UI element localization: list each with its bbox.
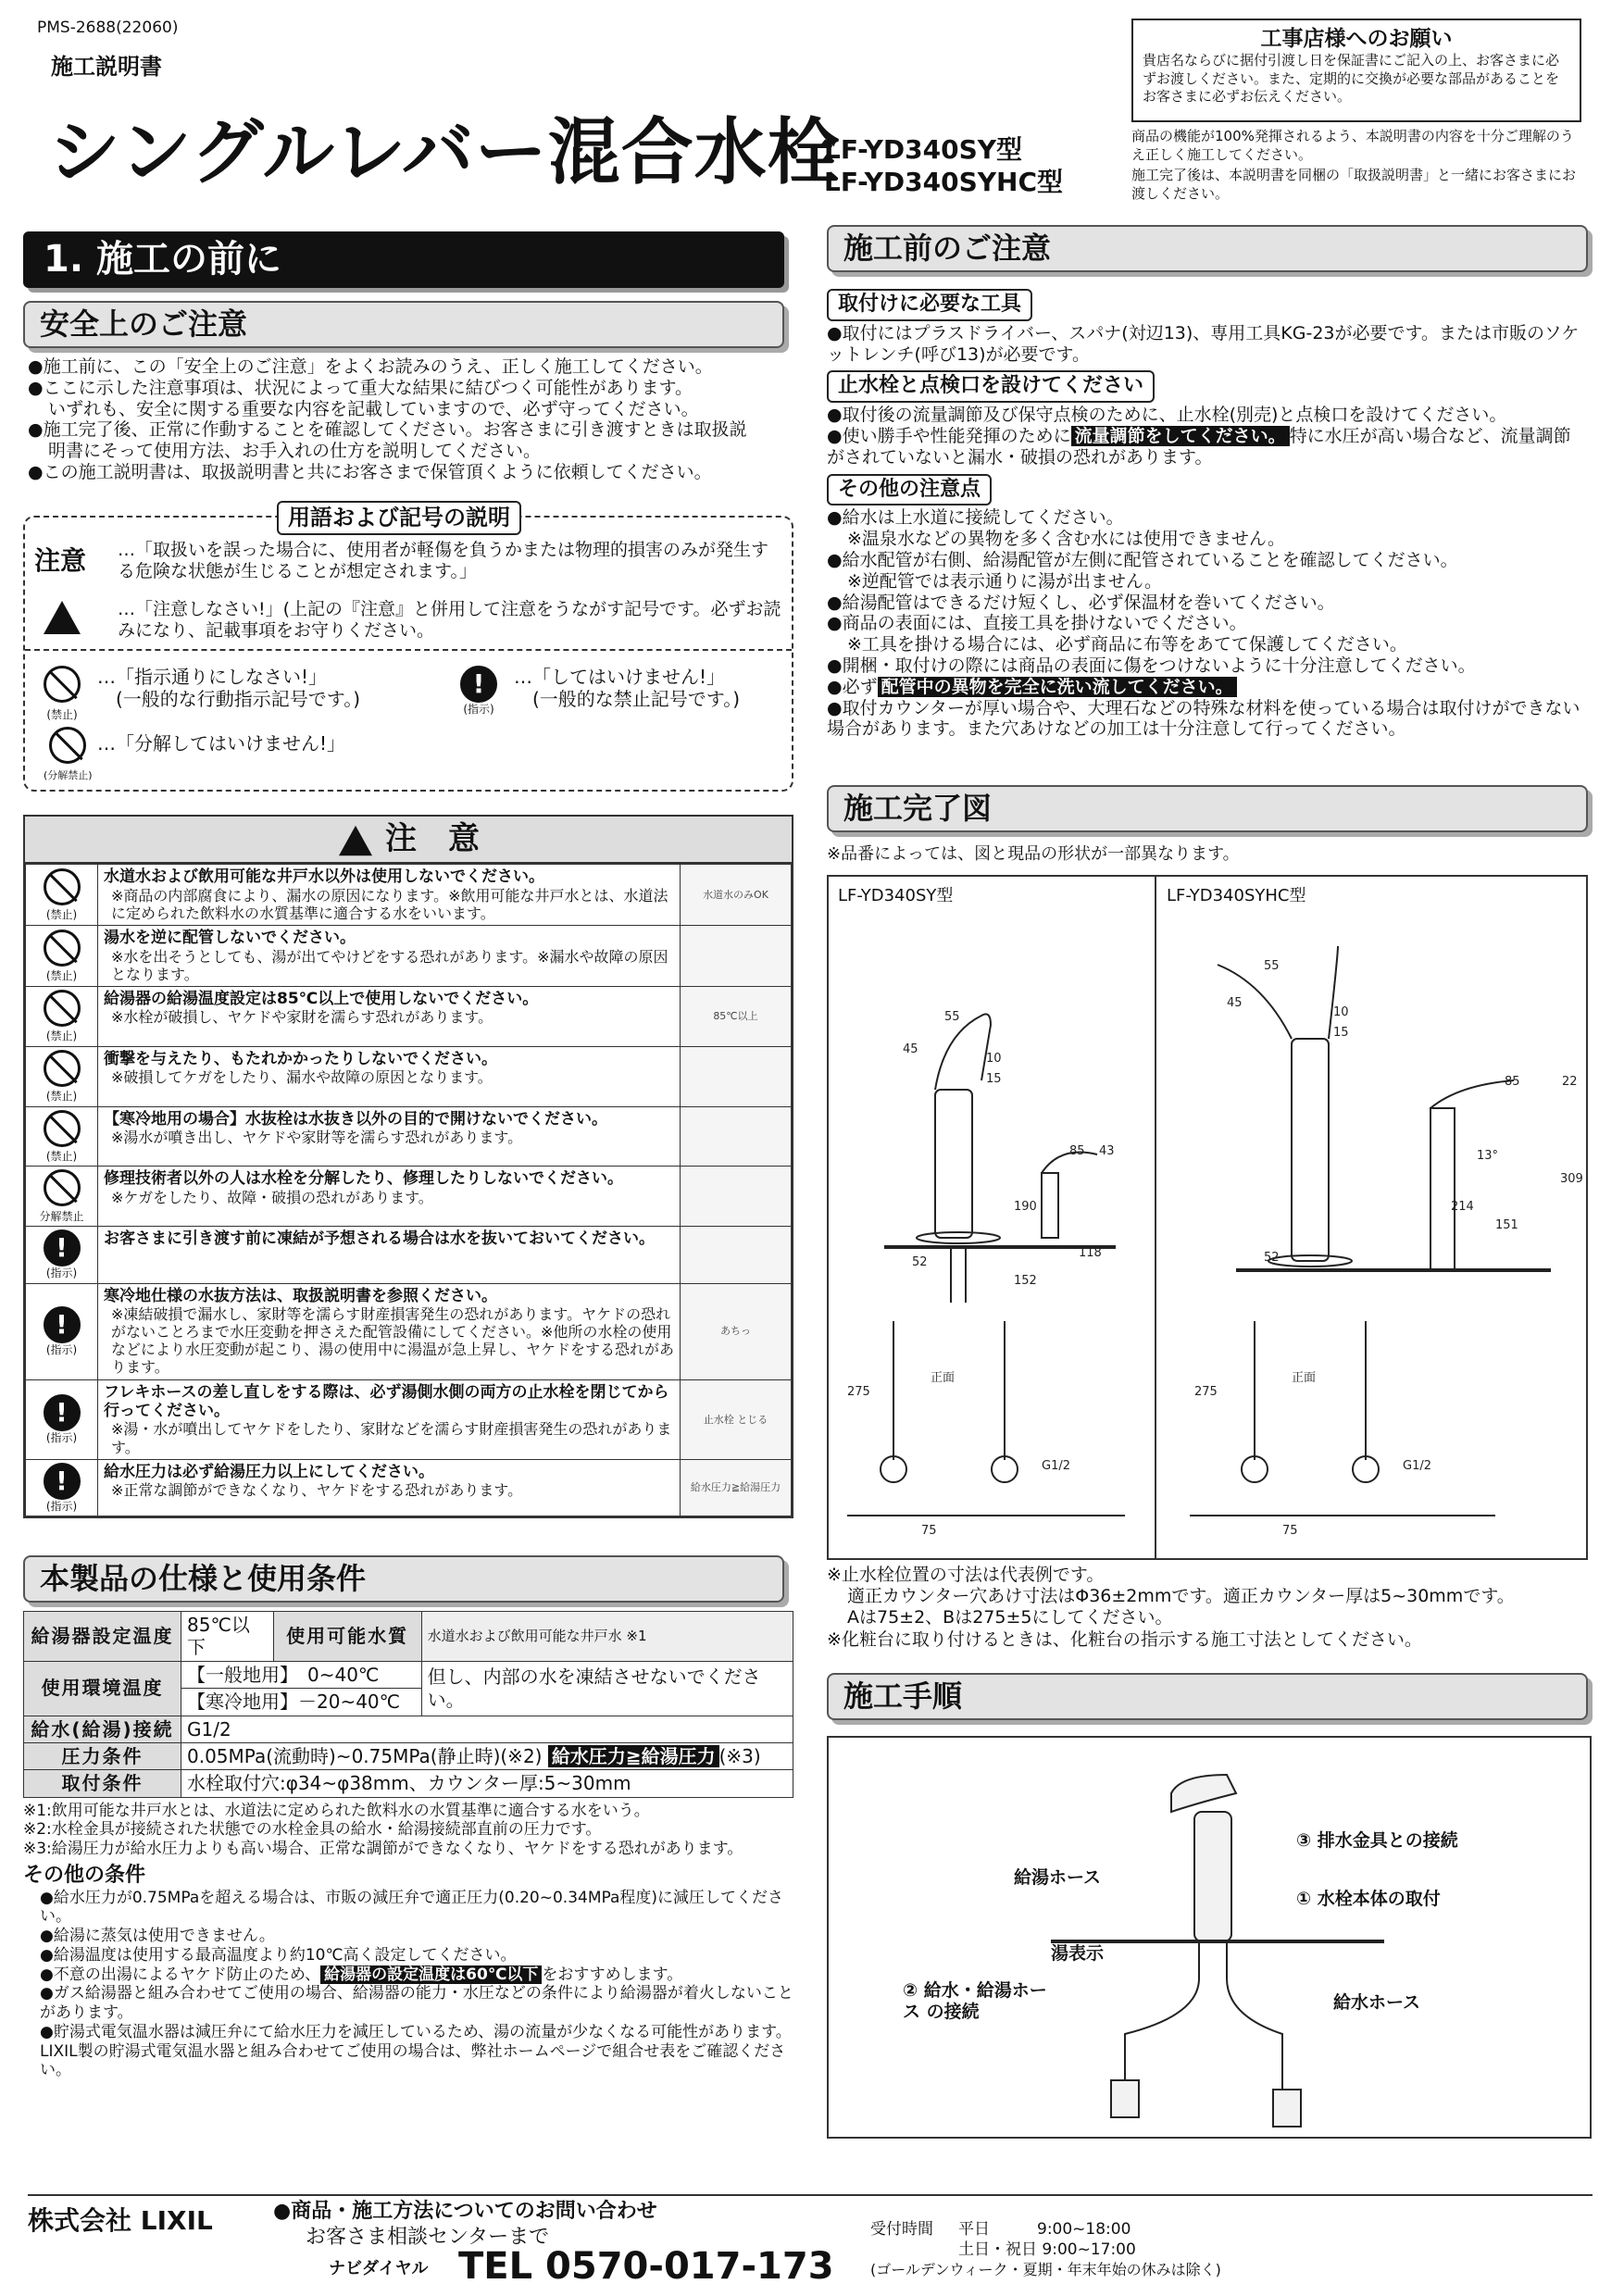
caution-note: ※湯・水が噴出してヤケドをしたり、家財などを濡らす財産損害発生の恐れがあります。	[111, 1420, 672, 1456]
caution-illustration	[681, 1046, 792, 1106]
svg-text:15: 15	[1333, 1026, 1349, 1040]
svg-text:151: 151	[1495, 1218, 1518, 1232]
svg-text:118: 118	[1079, 1246, 1102, 1260]
spec-note: ※1:飲用可能な井戸水とは、水道法に定められた飲料水の水質基準に適合する水をいう。	[23, 1801, 650, 1820]
caution-row: (禁止) 湯水を逆に配管しないでください。 ※水を出そうとしても、湯が出てやけどをする恐れがあります。※漏水や故障の原因となります。	[26, 926, 792, 987]
instruction-icon: !	[44, 1394, 81, 1431]
svg-text:85: 85	[1505, 1075, 1520, 1089]
svg-text:43: 43	[1099, 1144, 1115, 1158]
caution-row: (禁止) 給湯器の給湯温度設定は85℃以上で使用しないでください。 ※水栓が破損し、ヤケドや家財を濡らす恐れがあります。 85℃以上	[26, 987, 792, 1047]
steps-diagram	[827, 1736, 1592, 2139]
caution-heading: 寒冷地仕様の水抜方法は、取扱説明書を参照ください。	[104, 1286, 497, 1305]
page-title: シングルレバー混合水栓	[48, 111, 841, 194]
svg-text:13°: 13°	[1477, 1149, 1499, 1163]
caution-row: 分解禁止 修理技術者以外の人は水栓を分解したり、修理したりしないでください。 ※ケガをしたり、故障・破損の恐れがあります。	[26, 1167, 792, 1227]
navi-dial-label: ナビダイヤル	[329, 2259, 429, 2278]
caution-row: (禁止) 【寒冷地用の場合】水抜栓は水抜き以外の目的で開けないでください。 ※湯水が噴き出し、ヤケドや家財等を濡らす恐れがあります。	[26, 1106, 792, 1167]
svg-text:55: 55	[944, 1010, 960, 1024]
svg-text:75: 75	[921, 1524, 937, 1538]
notice-note-2: 施工完了後は、本説明書を同梱の「取扱説明書」と一緒にお客さまにお渡しください。	[1131, 167, 1577, 202]
caution-row: ! (指示) 給水圧力は必ず給湯圧力以上にしてください。 ※正常な調節ができなくなり、ヤケドをする恐れがあります。 給水圧力≧給湯圧力	[26, 1459, 792, 1516]
model-1: LF-YD340SY型	[824, 134, 1023, 165]
pre-title: 施工前のご注意	[827, 225, 1588, 272]
step-1: ① 水栓本体の取付	[1296, 1889, 1441, 1909]
done-title: 施工完了図	[827, 785, 1588, 832]
shiji-text-2: (一般的な禁止記号です。)	[532, 688, 741, 710]
chui-label: 注意	[34, 545, 87, 576]
caution-illustration	[681, 1227, 792, 1283]
steps-title: 施工手順	[827, 1673, 1588, 1720]
list-item: ●この施工説明書は、取扱説明書と共にお客さまで保管頂くように依頼してください。	[28, 461, 712, 482]
svg-text:10: 10	[986, 1052, 1002, 1066]
svg-text:55: 55	[1264, 959, 1280, 973]
faucet-dimension-drawing	[829, 877, 1588, 1558]
caution-note: ※水を出そうとしても、湯が出てやけどをする恐れがあります。※漏水や故障の原因となります。	[111, 947, 668, 983]
spec-note: ※3:給湯圧力が給水圧力よりも高い場合、正常な調節ができなくなり、ヤケドをする恐れがあります。	[23, 1839, 743, 1858]
diagram-model-1: LF-YD340SY型	[838, 886, 954, 905]
caution-note: ※湯水が噴き出し、ヤケドや家財等を濡らす恐れがあります。	[111, 1128, 523, 1146]
caution-note: ※凍結破損で漏水し、家財等を濡らす財産損害発生の恐れがあります。ヤケドの恐れがないことろまで水圧変動を押さえた配管設備にしてください。※他所の水栓の使用などにより水圧変動が起こり、湯の使用中に湯温が急上昇し、ヤケドをする恐れがあります。	[111, 1304, 675, 1377]
caution-illustration	[681, 1106, 792, 1167]
caution-note: ※正常な調節ができなくなり、ヤケドをする恐れがあります。	[111, 1481, 523, 1500]
step-2: ② 給水・給湯ホース の接続	[903, 1980, 1047, 2023]
company-name: 株式会社 LIXIL	[28, 2205, 213, 2236]
caution-row: ! (指示) お客さまに引き渡す前に凍結が予想される場合は水を抜いておいてください。	[26, 1227, 792, 1283]
caution-illustration: 85℃以上	[681, 987, 792, 1047]
svg-text:85: 85	[1069, 1144, 1085, 1158]
svg-text:75: 75	[1282, 1524, 1298, 1538]
hot-label: 湯表示	[1051, 1943, 1105, 1964]
doc-code: PMS-2688(22060)	[37, 19, 179, 37]
prohibit-icon	[44, 930, 81, 967]
prohibit-icon	[44, 868, 81, 905]
list-item: ●ここに示した注意事項は、状況によって重大な結果に結びつく可能性があります。	[28, 377, 693, 398]
tools-tag: 取付けに必要な工具	[827, 289, 1032, 321]
chui-text: …「取扱いを誤った場合に、使用者が軽傷を負うかまたは物理的損害のみが発生する危険な状態が生じることが想定されます。」	[118, 540, 769, 582]
terms-title: 用語および記号の説明	[277, 501, 521, 535]
phone-number[interactable]: TEL 0570-017-173	[458, 2245, 834, 2288]
svg-text:152: 152	[1014, 1274, 1037, 1288]
list-item: ●施工前に、この「安全上のご注意」をよくお読みのうえ、正しく施工してください。	[28, 356, 713, 377]
list-item: ●施工完了後、正常に作動することを確認してください。お客さまに引き渡すときは取扱説	[28, 419, 747, 441]
caution-table	[23, 815, 793, 1518]
no-disassemble-icon: (分解禁止)	[44, 727, 93, 782]
caution-note: ※商品の内部腐食により、漏水の原因になります。※飲用可能な井戸水とは、水道法に定められた飲料水の水質基準に適合する水をいいます。	[111, 886, 668, 923]
done-notes: ※止水栓位置の寸法は代表例です。 適正カウンター穴あけ寸法はΦ36±2mmです。適正カウンター厚は5~30mmです。 Aは75±2、Bは275±5にしてください。 ※化粧台に取り付けるときは、化粧台の指示する施工寸法としてください。	[827, 1565, 1515, 1650]
spec-table: 給湯器設定温度 85℃以下 使用可能水質 水道水および飲用可能な井戸水 ※1 使用環境温度 【一般地用】 0~40℃ 但し、内部の水を凍結させないでください。 【寒冷地用】－20~40℃ 給水(給湯)接続 G1/2 圧力条件 0.05MPa(流動時)~0.75MPa(静止時)(※2) 給水圧力≧給湯圧力 (※3) 取付条件 水栓取付穴:φ34~φ38mm、カウンター厚:5~30mm ※1:飲用可能な井戸水とは、水道法に定められた飲料水の水質基準に適合する水をいう。 ※2:水栓金具が接続された状態での水栓金具の給水・給湯接続部直前の圧力です。 ※3:給湯圧力が給水圧力よりも高い場合、正常な調節ができなくなり、ヤケドをする恐れがあります。 その他の条件 ●給水圧力が0.75MPaを超える場合は、市販の減圧弁で適正圧力(0.20~0.34MPa程度)に減圧してください。 ●給湯に蒸気は使用できません。 ●給湯温度は使用する最高温度より約10℃高く設定してください。 ●不意の出湯によるヤケド防止のため、 給湯器の設定温度は60℃以下 をおすすめします。 ●ガス給湯器と組み合わせてご使用の場合、給湯器の能力・水圧などの条件により給湯器が着火しないことがあります。 ●貯湯式電気温水器は減圧弁にて給水圧力を減圧しているため、湯の流量が少なくなる可能性があります。LIXIL製の貯湯式電気温水器と組み合わせてご使用の場合は、弊社ホームページで組合せ表をご確認ください。	[23, 1611, 793, 2080]
valve-tag: 止水栓と点検口を設けてください	[827, 370, 1155, 403]
spec-title: 本製品の仕様と使用条件	[23, 1555, 784, 1603]
svg-text:15: 15	[986, 1072, 1002, 1086]
svg-text:52: 52	[1264, 1251, 1280, 1265]
notice-body: 貴店名ならびに据付引渡し日を保証書にご記入の上、お客さまに必ずお渡しください。また、定期的に交換が必要な部品があることをお客さまに必ずお伝えください。	[1143, 52, 1560, 106]
svg-text:45: 45	[903, 1042, 918, 1056]
diagram-model-2: LF-YD340SYHC型	[1167, 886, 1306, 905]
bunkai-text: …「分解してはいけません!」	[97, 732, 346, 755]
triangle-text: …「注意しなさい!」(上記の『注意』と併用して注意をうながす記号です。必ずお読みになり、記載事項をお守りください。	[118, 599, 781, 642]
svg-text:22: 22	[1562, 1075, 1578, 1089]
caution-heading: 水道水および飲用可能な井戸水以外は使用しないでください。	[104, 867, 544, 887]
hot-hose-label: 給湯ホース	[1014, 1867, 1102, 1888]
kinshi-text-2: (一般的な行動指示記号です。)	[116, 688, 361, 710]
caution-illustration	[681, 1167, 792, 1227]
cold-hose-label: 給水ホース	[1333, 1992, 1421, 2013]
instruction-icon: !	[44, 1306, 81, 1343]
other-conditions-title: その他の条件	[23, 1863, 146, 1887]
contact-center: お客さま相談センターまで	[306, 2226, 550, 2249]
caution-row: ! (指示) フレキホースの差し直しをする際は、必ず湯側水側の両方の止水栓を閉じてから行ってください。 ※湯・水が噴出してヤケドをしたり、家財などを濡らす財産損害発生の恐れがあります。 止水栓 とじる	[26, 1379, 792, 1459]
contact-heading: ●商品・施工方法についてのお問い合わせ	[273, 2200, 657, 2223]
instruction-icon: !	[44, 1229, 81, 1267]
caution-heading: 修理技術者以外の人は水栓を分解したり、修理したりしないでください。	[104, 1169, 623, 1189]
prohibit-icon	[44, 990, 81, 1027]
svg-text:309: 309	[1560, 1172, 1583, 1186]
other-notes-tag: その他の注意点	[827, 474, 992, 506]
pre-content: 取付けに必要な工具 ●取付にはプラスドライバー、スパナ(対辺13)、専用工具KG-23が必要です。または市販のソケットレンチ(呼び13)が必要です。 止水栓と点検口を設けてください ●取付後の流量調節及び保守点検のために、止水栓(別売)と点検口を設けてください。 ●使い勝手や性能発揮のために 流量調節をしてください。 特に水圧が高い場合など、流量調節がされていないと漏水・破損の恐れがあります。 その他の注意点 ●給水は上水道に接続してください。 ※温泉水などの異物を多く含む水には使用できません。 ●給水配管が右側、給湯配管が左側に配管されていることを確認してください。 ※逆配管では表示通りに湯が出ません。 ●給湯配管はできるだけ短くし、必ず保温材を巻いてください。 ●商品の表面には、直接工具を掛けないでください。 ※工具を掛ける場合には、必ず商品に布等をあてて保護してください。 ●開梱・取付けの際には商品の表面に傷をつけないように十分注意してください。 ●必ず 配管中の異物を完全に洗い流してください。 ●取付カウンターが厚い場合や、大理石などの特殊な材料を使っている場合は取付けができない場合があります。また穴あけなどの加工は十分注意して行ってください。	[827, 289, 1588, 740]
caution-title: 注 意	[25, 817, 792, 864]
svg-text:G1/2: G1/2	[1042, 1459, 1070, 1473]
caution-heading: 湯水を逆に配管しないでください。	[104, 929, 356, 948]
caution-note: ※水栓が破損し、ヤケドや家財を濡らす恐れがあります。	[111, 1008, 493, 1027]
step-3: ③ 排水金具との接続	[1296, 1830, 1458, 1851]
caution-illustration: 水道水のみOK	[681, 865, 792, 926]
caution-heading: 衝撃を与えたり、もたれかかったりしないでください。	[104, 1049, 497, 1068]
instruction-icon: !	[44, 1463, 81, 1500]
caution-heading: 【寒冷地用の場合】水抜栓は水抜き以外の目的で開けないでください。	[104, 1109, 607, 1129]
prohibit-icon	[44, 1050, 81, 1087]
model-2: LF-YD340SYHC型	[824, 167, 1064, 197]
shiji-text-1: …「してはいけません!」	[514, 666, 726, 688]
caution-heading: 給湯器の給湯温度設定は85℃以上で使用しないでください。	[104, 990, 539, 1008]
svg-text:G1/2: G1/2	[1403, 1459, 1431, 1473]
spec-note: ※2:水栓金具が接続された状態での水栓金具の給水・給湯接続部直前の圧力です。	[23, 1820, 602, 1840]
prohibit-icon: (禁止)	[44, 666, 81, 722]
kinshi-text-1: …「指示通りにしなさい!」	[97, 666, 328, 688]
notice-note-1: 商品の機能が100%発揮されるよう、本説明書の内容を十分ご理解のうえ正しく施工してください。	[1131, 128, 1574, 163]
svg-text:275: 275	[847, 1385, 870, 1399]
svg-text:正面: 正面	[1292, 1371, 1317, 1385]
completion-diagram	[827, 875, 1588, 1560]
hours-weekend: 土日・祝日 9:00~17:00	[958, 2240, 1136, 2259]
svg-text:214: 214	[1451, 1200, 1474, 1214]
list-item: 明書にそって使用方法、お手入れの仕方を説明してください。	[48, 441, 542, 462]
svg-text:10: 10	[1333, 1005, 1349, 1019]
safety-title: 安全上のご注意	[23, 301, 784, 348]
caution-row: (禁止) 水道水および飲用可能な井戸水以外は使用しないでください。 ※商品の内部腐食により、漏水の原因になります。※飲用可能な井戸水とは、水道法に定められた飲料水の水質基準に適合する水をいいます。 水道水のみOK	[26, 865, 792, 926]
caution-illustration: 給水圧力≧給湯圧力	[681, 1459, 792, 1516]
prohibit-icon	[44, 1169, 81, 1206]
notice-title: 工事店様へのお願い	[1260, 27, 1453, 51]
svg-text:275: 275	[1194, 1385, 1218, 1399]
svg-text:52: 52	[912, 1255, 928, 1269]
svg-text:45: 45	[1227, 996, 1243, 1010]
doc-type: 施工説明書	[51, 54, 162, 80]
caution-note: ※ケガをしたり、故障・破損の恐れがあります。	[111, 1188, 433, 1206]
prohibit-icon	[44, 1110, 81, 1147]
installation-drawing	[829, 1738, 1590, 2136]
caution-illustration	[681, 926, 792, 987]
caution-illustration: あちっ	[681, 1283, 792, 1379]
caution-heading: お客さまに引き渡す前に凍結が予想される場合は水を抜いておいてください。	[104, 1229, 655, 1249]
done-note: ※品番によっては、図と現品の形状が一部異なります。	[827, 844, 1240, 864]
caution-row: ! (指示) 寒冷地仕様の水抜方法は、取扱説明書を参照ください。 ※凍結破損で漏水し、家財等を濡らす財産損害発生の恐れがあります。ヤケドの恐れがないことろまで水圧変動を押さえた配管設備にしてください。※他所の水栓の使用などにより水圧変動が起こり、湯の使用中に湯温が急上昇し、ヤケドをする恐れがあります。 あちっ	[26, 1283, 792, 1379]
holiday-note: (ゴールデンウィーク・夏期・年末年始の休みは除く)	[870, 2261, 1221, 2278]
svg-text:正面: 正面	[931, 1371, 956, 1385]
safety-bullets	[28, 356, 796, 483]
warning-triangle-icon	[44, 601, 81, 640]
caution-note: ※破損してケガをしたり、漏水や故障の原因となります。	[111, 1068, 493, 1087]
caution-row: (禁止) 衝撃を与えたり、もたれかかったりしないでください。 ※破損してケガをしたり、漏水や故障の原因となります。	[26, 1046, 792, 1106]
caution-heading: フレキホースの差し直しをする際は、必ず湯側水側の両方の止水栓を閉じてから行ってください。	[104, 1382, 669, 1421]
caution-heading: 給水圧力は必ず給湯圧力以上にしてください。	[104, 1462, 434, 1481]
instruction-icon: ! (指示)	[460, 666, 497, 717]
svg-text:190: 190	[1014, 1200, 1037, 1214]
notice-box	[1131, 19, 1581, 122]
hours-weekday: 平日 9:00~18:00	[958, 2220, 1131, 2239]
hours-label: 受付時間	[870, 2220, 933, 2239]
section-1-title: 1. 施工の前に	[23, 231, 784, 288]
caution-illustration: 止水栓 とじる	[681, 1379, 792, 1459]
list-item: いずれも、安全に関する重要な内容を記載していますので、必ず守ってください。	[48, 398, 699, 419]
terms-box	[23, 505, 793, 792]
